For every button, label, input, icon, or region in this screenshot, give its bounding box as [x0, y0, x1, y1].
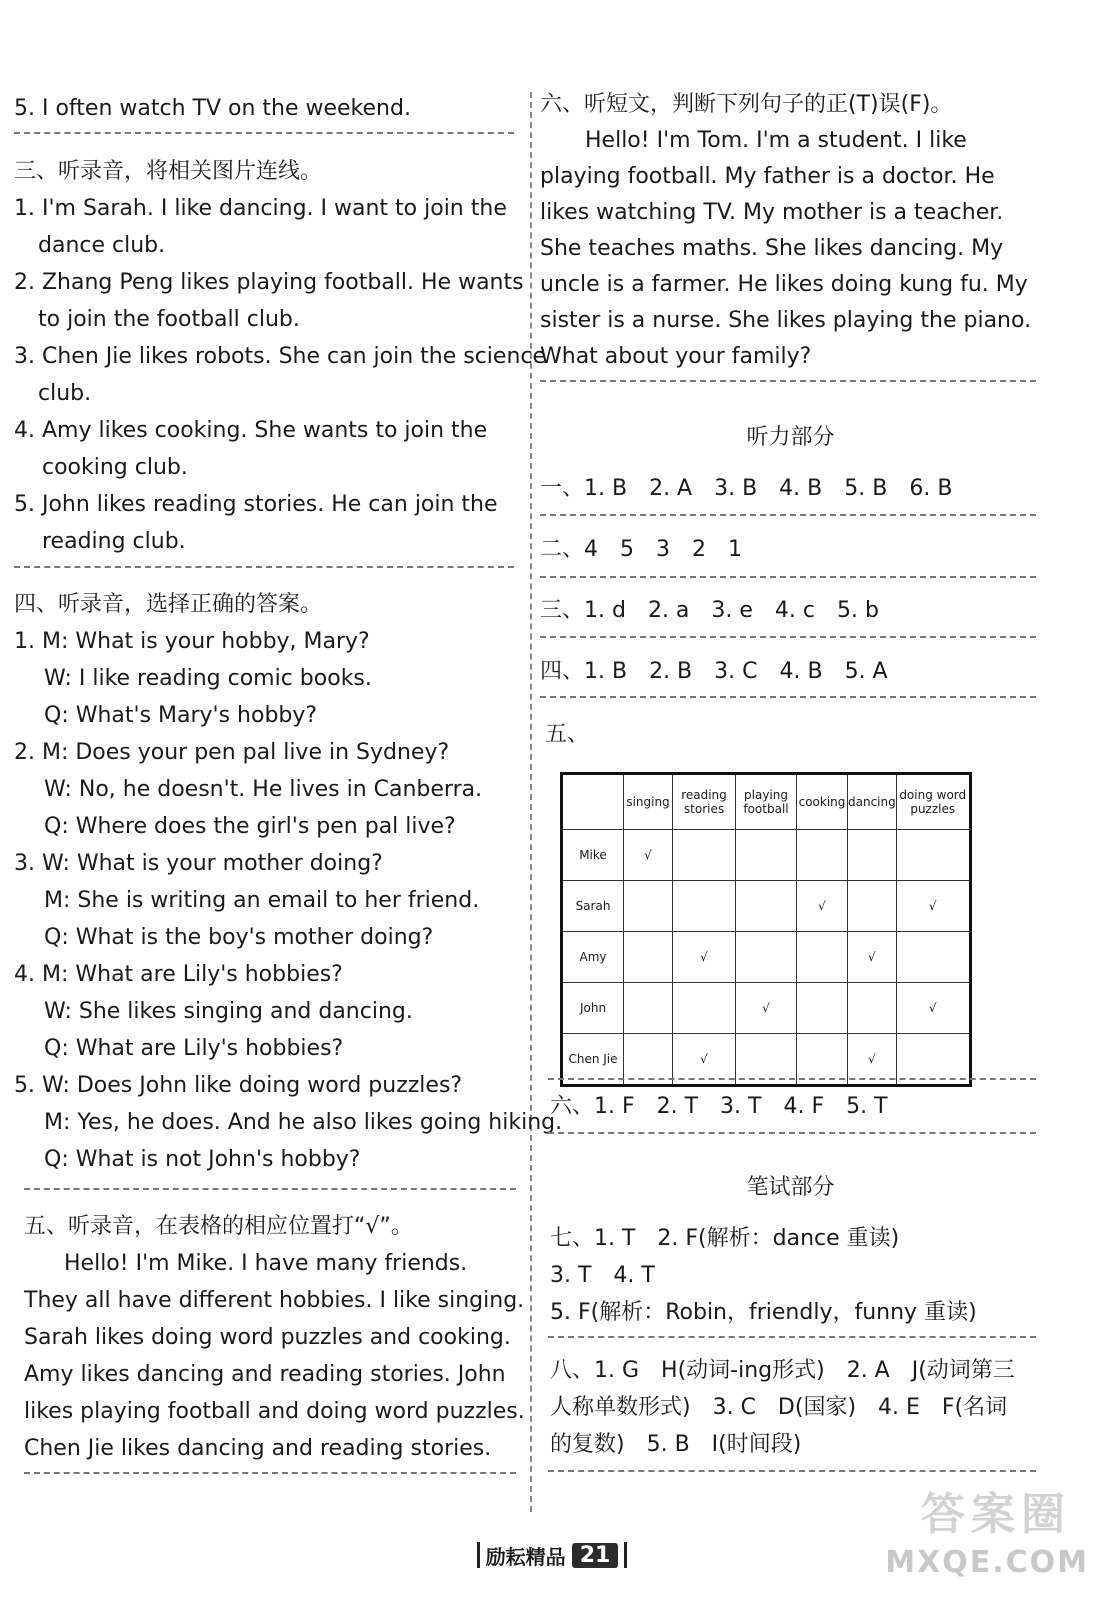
answer-line: 六、1. F 2. T 3. T 4. F 5. T: [550, 1094, 888, 1119]
row-name: John: [562, 983, 624, 1034]
table-row: [562, 932, 971, 983]
text-line: 4. Amy likes cooking. She wants to join the: [14, 418, 488, 443]
table-cell: [848, 881, 897, 932]
answer-line: 3. T 4. T: [550, 1263, 655, 1288]
text-line: likes playing football and doing word puzzles.: [24, 1399, 525, 1424]
answer-line: 一、1. B 2. A 3. B 4. B 5. B 6. B: [540, 476, 953, 501]
table-cell: [797, 932, 848, 983]
text-line: sister is a nurse. She likes playing the piano.: [540, 308, 1032, 333]
hobby-table: [560, 772, 972, 1087]
table-cell: √: [848, 1034, 897, 1086]
text-line: Hello! I'm Mike. I have many friends.: [64, 1251, 468, 1276]
table-cell: [736, 881, 797, 932]
watermark-text: MXQE.COM: [885, 1545, 1089, 1580]
listening-part-title: 听力部分: [746, 425, 835, 450]
text-line: 5. John likes reading stories. He can join the: [14, 492, 498, 517]
table-cell: [624, 881, 673, 932]
table-cell: √: [673, 932, 736, 983]
table-header-cell: [562, 774, 624, 830]
dashed-divider: [24, 1472, 516, 1474]
table-cell: [848, 830, 897, 881]
written-part-title: 笔试部分: [746, 1175, 835, 1200]
text-line: Chen Jie likes dancing and reading stories.: [24, 1436, 492, 1461]
dashed-divider: [548, 1078, 1036, 1080]
text-line: Hello! I'm Tom. I'm a student. I like: [585, 128, 967, 153]
text-line: 2. Zhang Peng likes playing football. He wants: [14, 270, 524, 295]
text-line: W: I like reading comic books.: [44, 666, 372, 691]
text-line: 4. M: What are Lily's hobbies?: [14, 962, 343, 987]
table-header-cell: reading stories: [673, 774, 736, 830]
table-cell: [848, 983, 897, 1034]
text-line: They all have different hobbies. I like singing.: [24, 1288, 525, 1313]
section-heading: 三、听录音，将相关图片连线。: [14, 159, 323, 184]
table-cell: [797, 830, 848, 881]
text-line: dance club.: [38, 233, 166, 258]
text-line: W: No, he doesn't. He lives in Canberra.: [44, 777, 483, 802]
row-name: Mike: [562, 830, 624, 881]
table-cell: √: [673, 1034, 736, 1086]
section-heading: 五、听录音，在表格的相应位置打“√”。: [24, 1214, 413, 1239]
answer-line: 二、4 5 3 2 1: [540, 537, 742, 562]
table-cell: √: [896, 881, 970, 932]
table-cell: √: [797, 881, 848, 932]
text-line: M: Yes, he does. And he also likes going hiking.: [44, 1110, 563, 1135]
text-line: reading club.: [42, 529, 186, 554]
footer-bar: [477, 1542, 480, 1568]
text-line: Q: What is not John's hobby?: [44, 1147, 361, 1172]
table-cell: [673, 830, 736, 881]
dashed-divider: [14, 132, 514, 134]
section-heading: 四、听录音，选择正确的答案。: [14, 592, 323, 617]
answer-line: 三、1. d 2. a 3. e 4. c 5. b: [540, 598, 879, 623]
footer-bar: [624, 1542, 627, 1568]
answer-line: 七、1. T 2. F(解析：dance 重读): [550, 1226, 900, 1251]
text-line: She teaches maths. She likes dancing. My: [540, 236, 1004, 261]
table-cell: [624, 932, 673, 983]
dashed-divider: [540, 696, 1036, 698]
dashed-divider: [540, 576, 1036, 578]
text-line: Sarah likes doing word puzzles and cooking.: [24, 1325, 511, 1350]
table-cell: √: [624, 830, 673, 881]
table-row: [562, 983, 971, 1034]
table-cell: √: [896, 983, 970, 1034]
page-footer: [462, 1537, 642, 1573]
text-line: cooking club.: [42, 455, 188, 480]
text-line: M: She is writing an email to her friend.: [44, 888, 480, 913]
table-header-cell: singing: [624, 774, 673, 830]
text-line: to join the football club.: [38, 307, 300, 332]
answer-line: 八、1. G H(动词-ing形式) 2. A J(动词第三: [550, 1358, 1015, 1383]
answer-line: 人称单数形式) 3. C D(国家) 4. E F(名词: [550, 1395, 1008, 1420]
text-line: Amy likes dancing and reading stories. John: [24, 1362, 506, 1387]
table-row: [562, 881, 971, 932]
table-cell: √: [848, 932, 897, 983]
dashed-divider: [24, 1188, 516, 1190]
text-line: Q: Where does the girl's pen pal live?: [44, 814, 456, 839]
text-line: playing football. My father is a doctor. He: [540, 164, 995, 189]
table-header-cell: cooking: [797, 774, 848, 830]
row-name: Amy: [562, 932, 624, 983]
text-line: Q: What are Lily's hobbies?: [44, 1036, 344, 1061]
table-header-cell: doing word puzzles: [896, 774, 970, 830]
answer-line: 四、1. B 2. B 3. C 4. B 5. A: [540, 659, 888, 684]
text-line: 2. M: Does your pen pal live in Sydney?: [14, 740, 450, 765]
table-cell: √: [736, 983, 797, 1034]
watermark-logo: 答案圈: [921, 1489, 1071, 1540]
table-cell: [736, 830, 797, 881]
text-line: Q: What is the boy's mother doing?: [44, 925, 434, 950]
dashed-divider: [548, 1470, 1036, 1472]
table-row: [562, 830, 971, 881]
text-line: 5. I often watch TV on the weekend.: [14, 96, 411, 121]
row-name: Chen Jie: [562, 1034, 624, 1086]
dashed-divider: [548, 1336, 1036, 1338]
text-line: 1. M: What is your hobby, Mary?: [14, 629, 370, 654]
text-line: uncle is a farmer. He likes doing kung fu. My: [540, 272, 1028, 297]
dashed-divider: [540, 514, 1036, 516]
table-cell: [896, 932, 970, 983]
table-cell: [896, 830, 970, 881]
text-line: likes watching TV. My mother is a teacher.: [540, 200, 1004, 225]
table-cell: [624, 983, 673, 1034]
table-cell: [736, 932, 797, 983]
table-cell: [673, 983, 736, 1034]
table-header-cell: dancing: [848, 774, 897, 830]
table-cell: [673, 881, 736, 932]
text-line: 3. W: What is your mother doing?: [14, 851, 383, 876]
section-heading: 六、听短文，判断下列句子的正(T)误(F)。: [540, 92, 953, 117]
text-line: 5. W: Does John like doing word puzzles?: [14, 1073, 463, 1098]
text-line: 3. Chen Jie likes robots. She can join the science: [14, 344, 547, 369]
text-line: W: She likes singing and dancing.: [44, 999, 413, 1024]
brand-name: 励耘精品: [485, 1544, 566, 1569]
dashed-divider: [14, 566, 514, 568]
table-header-cell: playing football: [736, 774, 797, 830]
answer-line: 5. F(解析：Robin，friendly，funny 重读): [550, 1300, 977, 1325]
text-line: What about your family?: [540, 344, 812, 369]
row-name: Sarah: [562, 881, 624, 932]
page-number: 21: [572, 1543, 619, 1568]
dashed-divider: [548, 1132, 1036, 1134]
dashed-divider: [540, 636, 1036, 638]
answer-line: 的复数) 5. B I(时间段): [550, 1432, 802, 1457]
answer-line: 五、: [545, 722, 590, 747]
column-divider: [530, 92, 532, 1512]
dashed-divider: [540, 380, 1036, 382]
text-line: Q: What's Mary's hobby?: [44, 703, 318, 728]
table-cell: [797, 983, 848, 1034]
text-line: 1. I'm Sarah. I like dancing. I want to join the: [14, 196, 507, 221]
text-line: club.: [38, 381, 92, 406]
